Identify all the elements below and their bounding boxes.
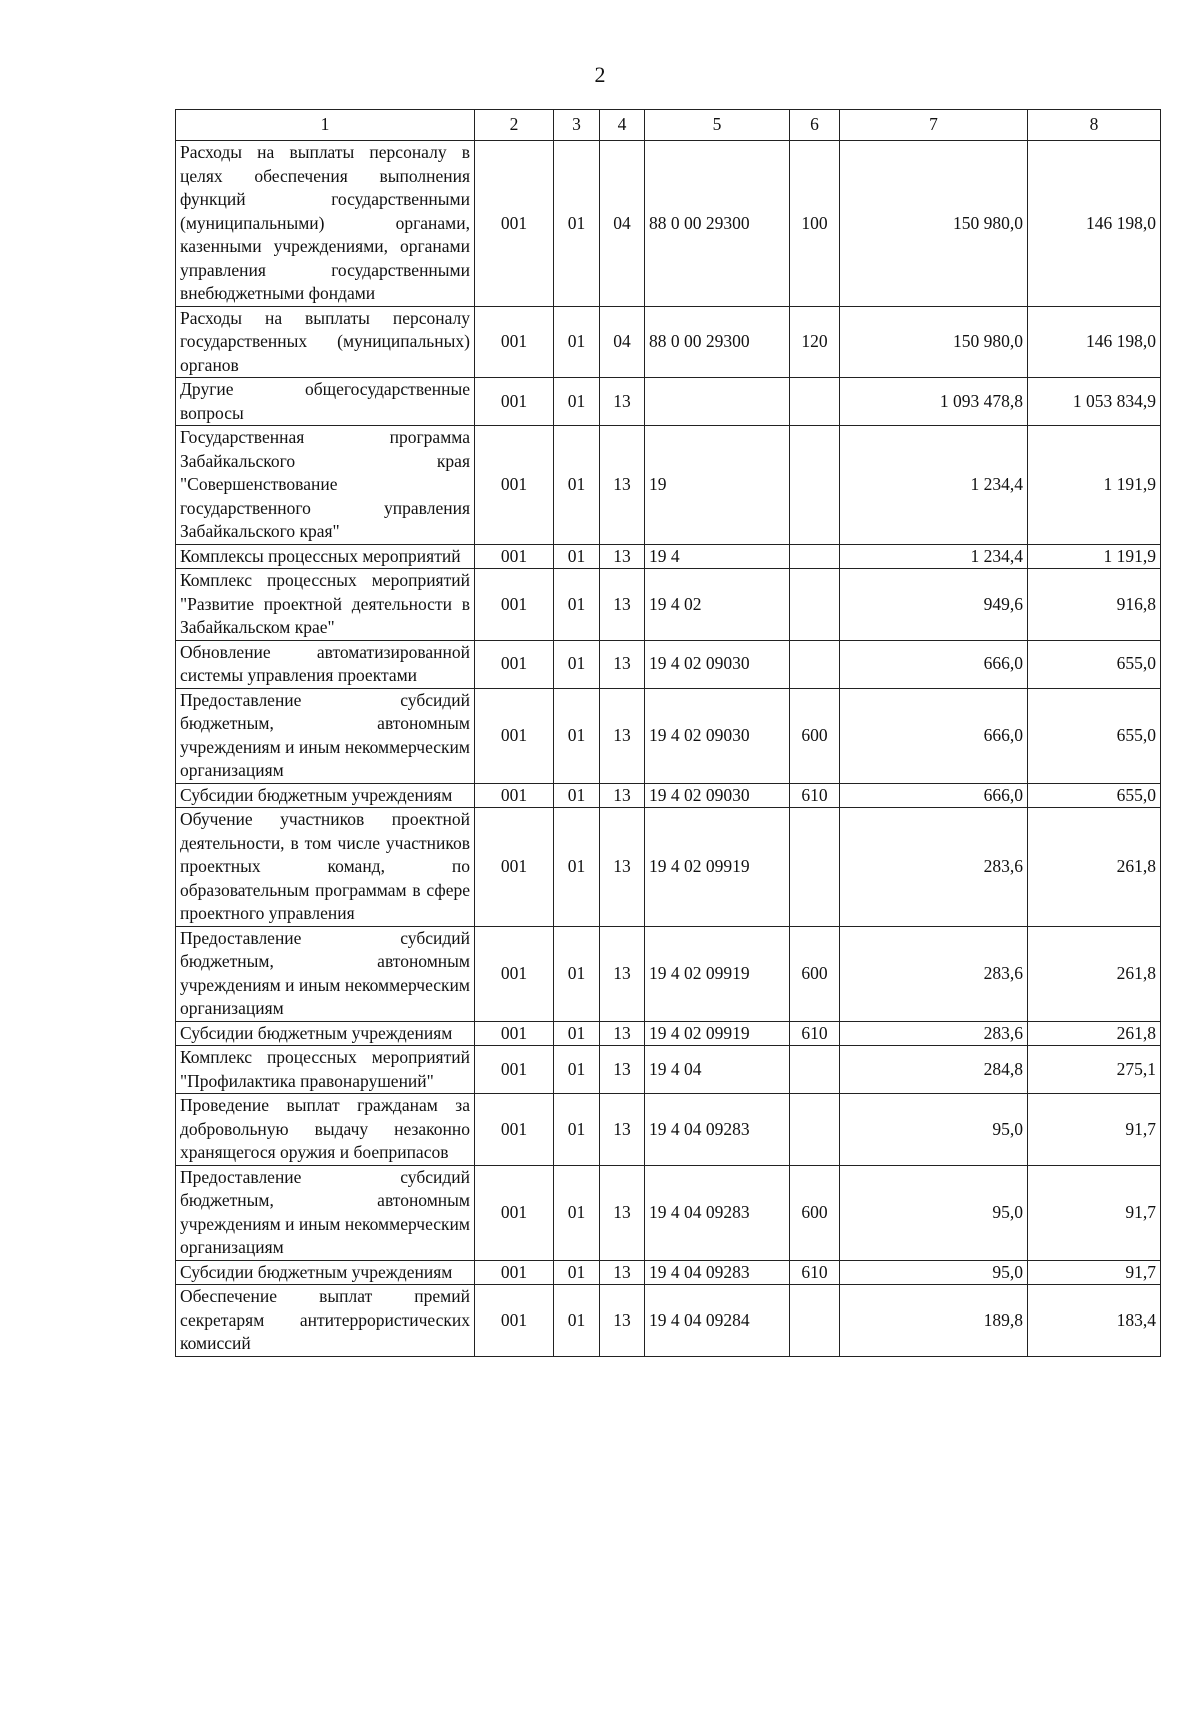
row-amount-1-cell: 284,8 [840, 1046, 1028, 1094]
row-amount-1-cell: 150 980,0 [840, 306, 1028, 378]
row-admin-code-cell: 001 [475, 1094, 554, 1166]
row-target-article-cell: 19 4 02 09030 [645, 783, 790, 808]
row-section-cell: 01 [554, 808, 600, 927]
row-name-cell: Обновление автоматизированной системы управления проектами [176, 640, 475, 688]
row-amount-2-cell: 146 198,0 [1028, 306, 1161, 378]
header-col-4: 4 [600, 110, 645, 141]
row-expense-type-cell [790, 426, 840, 545]
row-expense-type-cell: 120 [790, 306, 840, 378]
row-name-cell: Предоставление субсидий бюджетным, автономным учреждениям и иным некоммерческим организациям [176, 688, 475, 783]
row-amount-1-cell: 1 093 478,8 [840, 378, 1028, 426]
row-expense-type-cell: 600 [790, 1165, 840, 1260]
budget-table [175, 109, 1161, 1357]
header-col-8: 8 [1028, 110, 1161, 141]
row-amount-1-cell: 283,6 [840, 926, 1028, 1021]
row-section-cell: 01 [554, 1046, 600, 1094]
row-name-cell: Комплекс процессных мероприятий "Развитие проектной деятельности в Забайкальском крае" [176, 569, 475, 641]
page-number: 2 [594, 62, 606, 87]
row-target-article-cell: 19 4 02 09919 [645, 926, 790, 1021]
row-amount-1-cell: 1 234,4 [840, 426, 1028, 545]
row-admin-code-cell: 001 [475, 569, 554, 641]
row-amount-2-cell: 261,8 [1028, 926, 1161, 1021]
row-subsection-cell: 13 [600, 1094, 645, 1166]
row-subsection-cell: 04 [600, 306, 645, 378]
row-admin-code-cell: 001 [475, 688, 554, 783]
row-expense-type-cell: 600 [790, 926, 840, 1021]
row-subsection-cell: 13 [600, 783, 645, 808]
table-row [176, 783, 1161, 808]
row-expense-type-cell [790, 544, 840, 569]
row-section-cell: 01 [554, 1094, 600, 1166]
row-amount-2-cell: 91,7 [1028, 1094, 1161, 1166]
table-row [176, 544, 1161, 569]
row-amount-2-cell: 183,4 [1028, 1285, 1161, 1357]
row-target-article-cell: 19 4 04 09283 [645, 1260, 790, 1285]
row-amount-2-cell: 261,8 [1028, 1021, 1161, 1046]
row-subsection-cell: 13 [600, 378, 645, 426]
row-amount-2-cell: 1 191,9 [1028, 426, 1161, 545]
row-name-cell: Комплексы процессных мероприятий [176, 544, 475, 569]
row-name-cell: Субсидии бюджетным учреждениям [176, 1260, 475, 1285]
row-amount-1-cell: 666,0 [840, 640, 1028, 688]
row-section-cell: 01 [554, 1021, 600, 1046]
row-target-article-cell: 19 4 [645, 544, 790, 569]
row-target-article-cell: 19 4 02 09030 [645, 640, 790, 688]
header-col-3: 3 [554, 110, 600, 141]
row-name-cell: Расходы на выплаты персоналу в целях обеспечения выполнения функций государственными (муниципальными) органами, казенными учреждениями, органами управления государственными внебюджетными фондами [176, 141, 475, 307]
row-amount-1-cell: 949,6 [840, 569, 1028, 641]
row-admin-code-cell: 001 [475, 1260, 554, 1285]
table-row [176, 808, 1161, 927]
row-target-article-cell: 19 4 02 09919 [645, 808, 790, 927]
row-admin-code-cell: 001 [475, 378, 554, 426]
table-row [176, 1285, 1161, 1357]
row-target-article-cell: 88 0 00 29300 [645, 141, 790, 307]
row-expense-type-cell: 600 [790, 688, 840, 783]
row-amount-1-cell: 150 980,0 [840, 141, 1028, 307]
row-section-cell: 01 [554, 688, 600, 783]
table-row [176, 378, 1161, 426]
row-admin-code-cell: 001 [475, 1285, 554, 1357]
row-expense-type-cell [790, 1046, 840, 1094]
row-amount-1-cell: 95,0 [840, 1260, 1028, 1285]
header-col-5: 5 [645, 110, 790, 141]
table-row [176, 1165, 1161, 1260]
row-name-cell: Проведение выплат гражданам за добровольную выдачу незаконно хранящегося оружия и боеприпасов [176, 1094, 475, 1166]
row-section-cell: 01 [554, 926, 600, 1021]
row-expense-type-cell: 610 [790, 783, 840, 808]
table-row [176, 569, 1161, 641]
row-expense-type-cell: 610 [790, 1021, 840, 1046]
row-subsection-cell: 13 [600, 544, 645, 569]
row-name-cell: Субсидии бюджетным учреждениям [176, 1021, 475, 1046]
row-admin-code-cell: 001 [475, 544, 554, 569]
table-row [176, 1260, 1161, 1285]
row-subsection-cell: 13 [600, 569, 645, 641]
row-target-article-cell: 19 4 04 [645, 1046, 790, 1094]
row-subsection-cell: 13 [600, 640, 645, 688]
row-amount-1-cell: 666,0 [840, 783, 1028, 808]
row-admin-code-cell: 001 [475, 141, 554, 307]
row-name-cell: Комплекс процессных мероприятий "Профилактика правонарушений" [176, 1046, 475, 1094]
table-row [176, 1046, 1161, 1094]
row-expense-type-cell [790, 1285, 840, 1357]
row-section-cell: 01 [554, 378, 600, 426]
row-admin-code-cell: 001 [475, 808, 554, 927]
table-row [176, 1021, 1161, 1046]
row-amount-2-cell: 91,7 [1028, 1260, 1161, 1285]
row-section-cell: 01 [554, 141, 600, 307]
row-admin-code-cell: 001 [475, 926, 554, 1021]
row-amount-2-cell: 916,8 [1028, 569, 1161, 641]
row-subsection-cell: 13 [600, 688, 645, 783]
row-name-cell: Обеспечение выплат премий секретарям антитеррористических комиссий [176, 1285, 475, 1357]
row-admin-code-cell: 001 [475, 306, 554, 378]
row-amount-2-cell: 146 198,0 [1028, 141, 1161, 307]
row-amount-1-cell: 95,0 [840, 1094, 1028, 1166]
row-subsection-cell: 04 [600, 141, 645, 307]
row-amount-1-cell: 283,6 [840, 808, 1028, 927]
row-section-cell: 01 [554, 1260, 600, 1285]
row-expense-type-cell [790, 1094, 840, 1166]
row-name-cell: Государственная программа Забайкальского края "Совершенствование государственного управления Забайкальского края" [176, 426, 475, 545]
row-expense-type-cell [790, 808, 840, 927]
row-admin-code-cell: 001 [475, 426, 554, 545]
row-name-cell: Субсидии бюджетным учреждениям [176, 783, 475, 808]
row-admin-code-cell: 001 [475, 783, 554, 808]
table-row [176, 688, 1161, 783]
row-name-cell: Обучение участников проектной деятельности, в том числе участников проектных команд, по образовательным программам в сфере проектного управления [176, 808, 475, 927]
table-row [176, 141, 1161, 307]
table-row [176, 1094, 1161, 1166]
row-section-cell: 01 [554, 1285, 600, 1357]
row-expense-type-cell: 100 [790, 141, 840, 307]
row-section-cell: 01 [554, 783, 600, 808]
header-col-2: 2 [475, 110, 554, 141]
row-section-cell: 01 [554, 1165, 600, 1260]
row-subsection-cell: 13 [600, 1046, 645, 1094]
row-target-article-cell: 19 4 04 09283 [645, 1165, 790, 1260]
row-target-article-cell: 88 0 00 29300 [645, 306, 790, 378]
header-col-6: 6 [790, 110, 840, 141]
row-amount-2-cell: 655,0 [1028, 688, 1161, 783]
row-section-cell: 01 [554, 640, 600, 688]
row-amount-1-cell: 95,0 [840, 1165, 1028, 1260]
table-row [176, 306, 1161, 378]
row-subsection-cell: 13 [600, 1165, 645, 1260]
row-target-article-cell: 19 4 04 09283 [645, 1094, 790, 1166]
row-section-cell: 01 [554, 544, 600, 569]
row-amount-1-cell: 283,6 [840, 1021, 1028, 1046]
row-amount-2-cell: 91,7 [1028, 1165, 1161, 1260]
row-subsection-cell: 13 [600, 1021, 645, 1046]
row-amount-2-cell: 1 053 834,9 [1028, 378, 1161, 426]
row-amount-2-cell: 655,0 [1028, 783, 1161, 808]
row-amount-2-cell: 655,0 [1028, 640, 1161, 688]
row-amount-2-cell: 261,8 [1028, 808, 1161, 927]
row-subsection-cell: 13 [600, 1260, 645, 1285]
row-amount-2-cell: 1 191,9 [1028, 544, 1161, 569]
row-name-cell: Предоставление субсидий бюджетным, автономным учреждениям и иным некоммерческим организациям [176, 926, 475, 1021]
table-row [176, 926, 1161, 1021]
row-subsection-cell: 13 [600, 1285, 645, 1357]
row-admin-code-cell: 001 [475, 640, 554, 688]
row-expense-type-cell [790, 569, 840, 641]
header-row [176, 110, 1161, 141]
row-target-article-cell: 19 4 02 09030 [645, 688, 790, 783]
table-row [176, 426, 1161, 545]
row-name-cell: Предоставление субсидий бюджетным, автономным учреждениям и иным некоммерческим организациям [176, 1165, 475, 1260]
table-row [176, 640, 1161, 688]
row-section-cell: 01 [554, 426, 600, 545]
row-expense-type-cell [790, 378, 840, 426]
row-admin-code-cell: 001 [475, 1165, 554, 1260]
row-amount-1-cell: 189,8 [840, 1285, 1028, 1357]
row-admin-code-cell: 001 [475, 1046, 554, 1094]
header-col-7: 7 [840, 110, 1028, 141]
row-subsection-cell: 13 [600, 808, 645, 927]
row-target-article-cell: 19 4 04 09284 [645, 1285, 790, 1357]
row-section-cell: 01 [554, 569, 600, 641]
row-expense-type-cell [790, 640, 840, 688]
row-section-cell: 01 [554, 306, 600, 378]
row-subsection-cell: 13 [600, 426, 645, 545]
row-target-article-cell [645, 378, 790, 426]
row-target-article-cell: 19 4 02 09919 [645, 1021, 790, 1046]
row-admin-code-cell: 001 [475, 1021, 554, 1046]
row-name-cell: Расходы на выплаты персоналу государственных (муниципальных) органов [176, 306, 475, 378]
row-amount-2-cell: 275,1 [1028, 1046, 1161, 1094]
row-subsection-cell: 13 [600, 926, 645, 1021]
row-target-article-cell: 19 4 02 [645, 569, 790, 641]
row-expense-type-cell: 610 [790, 1260, 840, 1285]
row-target-article-cell: 19 [645, 426, 790, 545]
header-col-1: 1 [176, 110, 475, 141]
row-amount-1-cell: 1 234,4 [840, 544, 1028, 569]
row-amount-1-cell: 666,0 [840, 688, 1028, 783]
row-name-cell: Другие общегосударственные вопросы [176, 378, 475, 426]
